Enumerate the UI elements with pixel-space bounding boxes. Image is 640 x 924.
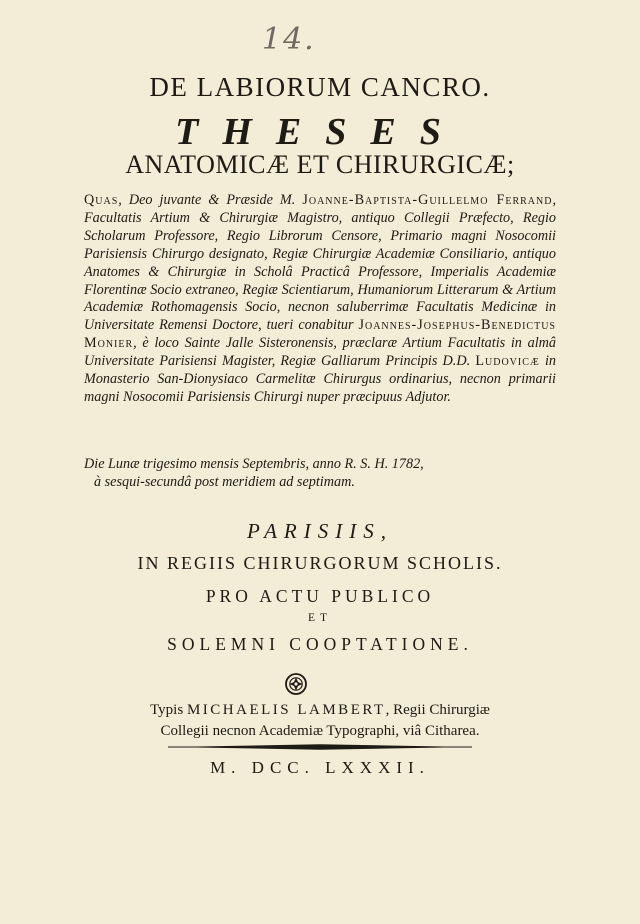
opening-word: Quas	[84, 192, 119, 208]
line-solemni: SOLEMNI COOPTATIONE.	[167, 634, 473, 654]
manuscript-number: 14.	[262, 22, 316, 57]
imprint-line-1	[0, 700, 640, 721]
decorative-rule	[168, 744, 472, 750]
princess-name: Ludovicæ	[475, 353, 540, 370]
printer-name: MICHAELIS LAMBERT	[186, 702, 386, 718]
date-line-1: Die Lunæ trigesimo mensis Septembris, anno R. S. H. 1782,	[84, 456, 424, 472]
dedication-paragraph	[84, 192, 556, 407]
fleuron-ornament-icon	[285, 673, 307, 695]
line-et: ET	[307, 612, 333, 624]
praeses-name: Joanne-Baptista-Guillelmo Ferrand	[302, 192, 553, 208]
date-block	[84, 455, 556, 491]
place-scholis: IN REGIIS CHIRURGORUM SCHOLIS.	[137, 553, 503, 573]
imprint-typis: Typis	[150, 702, 184, 718]
title-main: DE LABIORUM CANCRO.	[149, 72, 491, 102]
publication-year: M. DCC. LXXXII.	[210, 758, 430, 777]
title-subtitle: ANATOMICÆ ET CHIRURGICÆ;	[125, 150, 515, 179]
imprint-block	[0, 700, 640, 742]
imprint-line-2: Collegii necnon Academiæ Typographi, viâ Citharea.	[160, 723, 480, 739]
imprint-line-1-rest: , Regii Chirurgiæ	[385, 702, 490, 718]
date-line-2: à sesqui-secundâ post meridiem ad septimam.	[94, 474, 355, 490]
paragraph-text-1: , Facultatis Artium & Chirurgiæ Magistro, antiquo Collegii Præfecto, Regio Scholarum Professore, Regio Librorum Censore, Primario magni Nosocomii Parisiensis Chirurgo designato, Regiæ Chirurgiæ Academiæ Consiliario, antiquo Anatomes & Chirurgiæ in Scholâ Practicâ Professore, Imperialis Academiæ Florentinæ Socio extraneo, Regiæ Scientiarum, Humaniorum Litterarum & Artium Academiæ Rothomagensis Socio, necnon saluberrimæ Facultatis Medicinæ in Universitate Remensi Doctore, tueri conabitur	[84, 192, 556, 334]
candidate-name: Joannes-Josephus-Benedictus Monier	[84, 317, 556, 352]
paragraph-intro: , Deo juvante & Præside M.	[118, 192, 303, 208]
line-pro-actu: PRO ACTU PUBLICO	[205, 586, 435, 606]
place-city: PARISIIS,	[246, 519, 393, 543]
paragraph-text-3: in Monasterio San-Dionysiaco Carmelitæ Chirurgus ordinarius, necnon primarii magni Nosocomii Parisiensis Chirurgi nuper præcipuus Adjutor.	[84, 353, 556, 405]
title-theses: THESES	[175, 111, 465, 153]
paragraph-text-2: , è loco Sainte Jalle Sisteronensis, præclaræ Artium Facultatis in almâ Universitate Parisiensi Magister, Regiæ Galliarum Principis D.D.	[84, 335, 556, 370]
